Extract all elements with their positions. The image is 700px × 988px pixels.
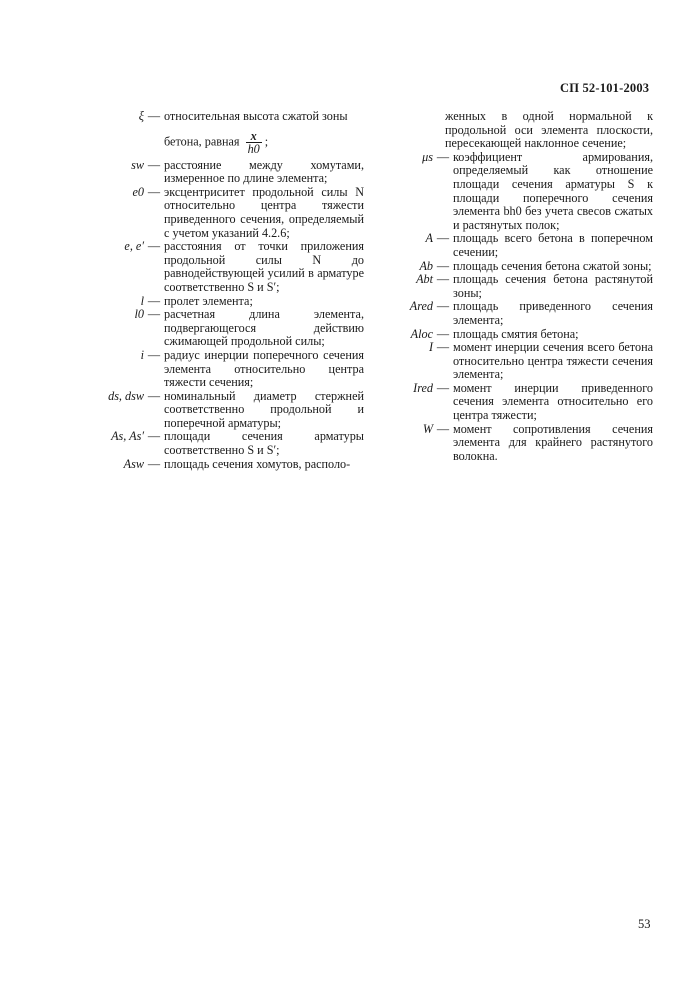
definition-entry [78,390,364,431]
definition-dash: — [147,239,161,254]
definition-text: расстояние между хомутами, измеренное по длине элемента; [164,157,364,186]
definition-entry [397,260,653,274]
definition-dash: — [436,258,450,273]
definition-dash: — [147,429,161,444]
definition-text-part: ; [264,133,269,148]
definition-entry [397,382,653,423]
fraction-numerator: x [246,130,262,143]
definition-entry [397,151,653,233]
definition-text: номинальный диаметр стержней соответственно продольной и поперечной арматуры; [164,388,364,430]
definition-entry [397,300,653,327]
definition-symbol: i [140,347,144,362]
definition-text: момент сопротивления сечения элемента для крайнего растянутого волокна. [453,421,653,463]
definition-symbol: Ared [409,299,433,314]
definition-entry [397,341,653,382]
definition-entry [78,458,364,472]
definition-symbol: Abt [416,272,433,287]
fraction-denominator: h0 [247,141,260,156]
continued-definition-text: женных в одной нормальной к продольной оси элемента плоскости, пересекающей наклонное сечение; [445,109,653,151]
definition-dash: — [147,109,161,123]
definition-symbol: I [428,340,433,355]
definition-dash: — [147,456,161,471]
document-code-header: СП 52-101-2003 [560,81,650,95]
definition-text: площадь сечения хомутов, располо- [164,456,351,471]
definition-symbol: Asw [123,456,144,471]
definition-symbol: A [425,231,433,246]
definition-dash: — [436,421,450,436]
definition-text-line [164,130,364,155]
definition-text: расчетная длина элемента, подвергающегося действию сжимающей продольной силы; [164,307,364,349]
definition-text: площадь сечения бетона растянутой зоны; [453,272,653,300]
definition-text: радиус инерции поперечного сечения элемента относительно центра тяжести сечения; [164,347,364,390]
definition-dash: — [436,340,450,355]
definition-symbol: μs [422,149,433,164]
definition-entry [397,232,653,259]
definition-dash: — [436,380,450,395]
definition-symbol: Ired [413,380,433,395]
definition-entry [78,349,364,390]
definition-dash: — [147,347,161,362]
definition-entry [78,240,364,294]
definition-dash: — [436,299,450,314]
definition-dash: — [436,272,450,287]
definition-entry [397,328,653,342]
definition-dash: — [147,157,161,172]
definition-entry [397,273,653,300]
definition-dash: — [147,388,161,403]
definition-text [164,110,364,159]
definition-dash: — [147,307,161,322]
definition-symbol: ds, dsw [108,388,144,403]
definition-dash: — [436,326,450,341]
definition-dash: — [436,149,450,164]
definition-dash: — [436,231,450,246]
definition-text: пролет элемента; [164,293,253,308]
left-column [78,110,364,471]
definition-symbol: Aloc [410,326,433,341]
fraction [246,130,262,155]
definition-dash: — [147,184,161,199]
definition-text: площади сечения арматуры соответственно S и S′; [164,429,364,458]
definition-symbol: l [140,293,144,308]
definition-text: площадь всего бетона в поперечном сечении; [453,231,653,259]
definition-text: момент инерции сечения всего бетона относительно центра тяжести сечения элемента; [453,340,653,382]
definition-entry [78,110,364,159]
definition-symbol: Ab [419,258,433,273]
definition-symbol: W [422,421,433,436]
right-column [397,110,653,463]
definition-symbol: l0 [134,307,144,322]
definition-symbol: As, As′ [111,429,144,444]
definition-text: площадь приведенного сечения элемента; [453,299,653,327]
definition-symbol: ξ [138,109,144,123]
definition-text: эксцентриситет продольной силы N относительно центра тяжести приведенного сечения, определяемый с учетом указаний 4.2.6; [164,184,364,240]
definition-entry [78,295,364,309]
definition-text: момент инерции приведенного сечения элемента относительно его центра тяжести; [453,380,653,423]
definition-text: расстояния от точки приложения продольной силы N до равнодействующей усилий в арматуре соответственно S и S′; [164,239,364,294]
definition-text: площадь сечения бетона сжатой зоны; [453,258,652,273]
definition-entry [78,186,364,240]
definition-entry [78,308,364,349]
page-number: 53 [638,917,651,931]
definition-text-part: относительная высота сжатой зоны [164,109,348,123]
definition-text: площадь смятия бетона; [453,326,579,341]
definition-text-part: бетона, равная [164,133,240,148]
definition-symbol: e, e′ [124,239,144,254]
definition-symbol: e0 [132,184,144,199]
definition-symbol: sw [131,157,144,172]
definition-dash: — [147,293,161,308]
definition-text: коэффициент армирования, определяемый как отношение площади сечения арматуры S к площади поперечного сечения элемента bh0 без учета свесов сжатых и растянутых полок; [453,149,653,232]
definition-entry [78,430,364,457]
definition-entry [397,423,653,464]
definition-entry [78,159,364,186]
